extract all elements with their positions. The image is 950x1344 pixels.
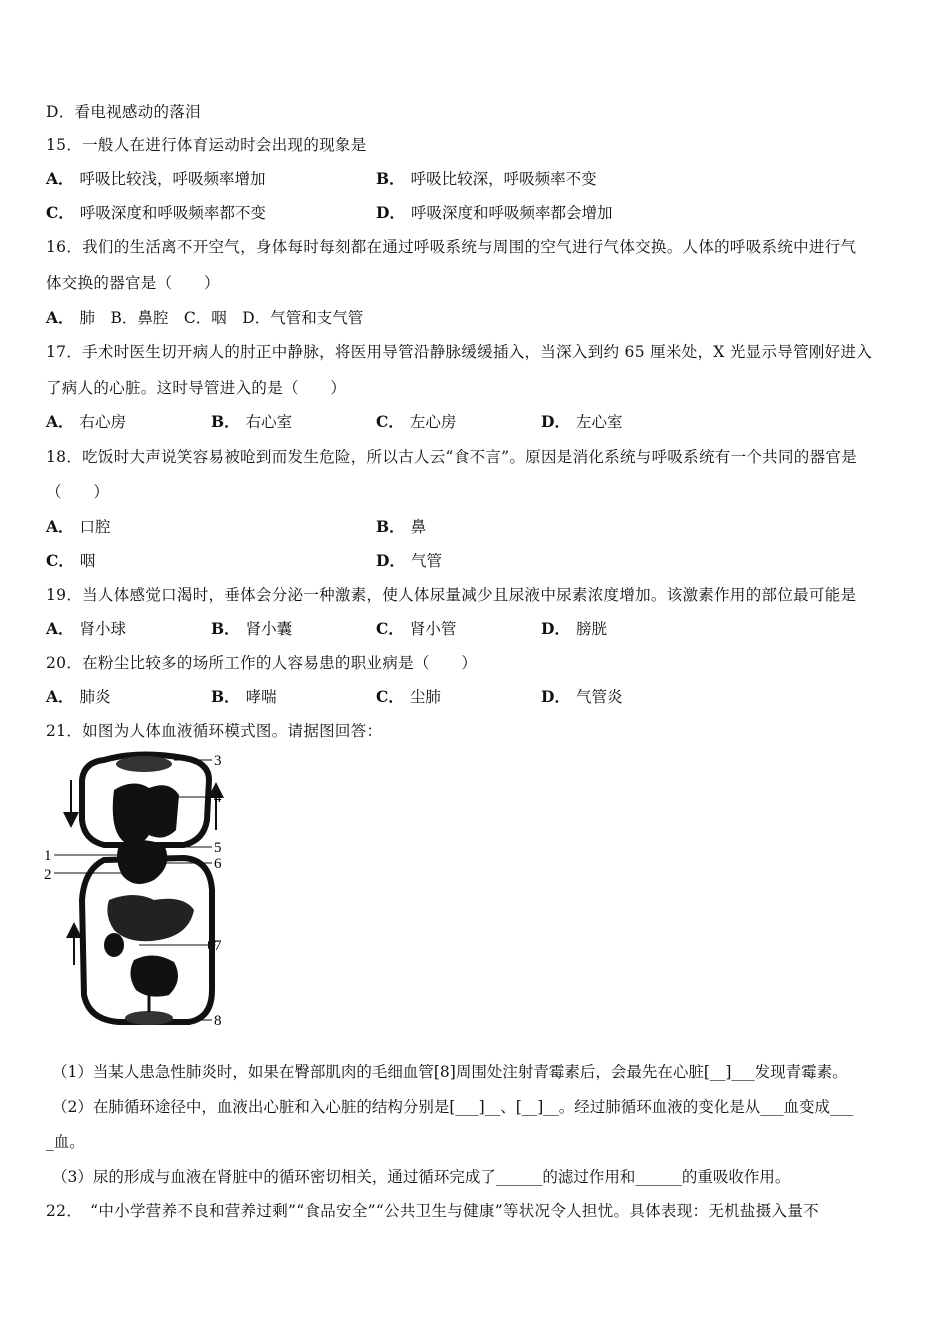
q20-option-b: [211, 686, 277, 708]
letter-a: A．: [46, 412, 74, 431]
letter-c: C．: [376, 619, 404, 638]
q19-option-d: [541, 618, 607, 640]
lungs-heart: [113, 783, 179, 844]
q20-option-c: [376, 686, 441, 708]
q18-c-text: 咽: [79, 552, 96, 570]
q21-sub3: （3）尿的形成与血液在肾脏中的循环密切相关，通过循环完成了______的滤过作用和______的重吸收作用。: [52, 1168, 791, 1186]
q18-stem-1: 18．吃饭时大声说笑容易被呛到而发生危险，所以古人云“食不言”。原因是消化系统与呼吸系统有一个共同的器官是: [46, 448, 857, 466]
q20-c-text: 尘肺: [409, 688, 441, 706]
q18-option-b: [376, 516, 426, 538]
letter-d: D．: [541, 687, 570, 706]
q19-stem: 19．当人体感觉口渴时，垂体会分泌一种激素，使人体尿量减少且尿液中尿素浓度增加。该激素作用的部位最可能是: [46, 586, 857, 604]
label-5: 5: [214, 840, 222, 856]
q15-option-a: [46, 168, 266, 190]
q20-option-a: [46, 686, 111, 708]
q21-sub2a: （2）在肺循环途径中，血液出心脏和入心脏的结构分别是[___]__、[__]__。经过肺循环血液的变化是从___血变成___: [52, 1098, 854, 1116]
q16-options-text: 肺 B．鼻腔 C．咽 D．气管和支气管: [79, 309, 364, 327]
q19-option-b: [211, 618, 292, 640]
letter-d: D．: [541, 619, 570, 638]
letter-c: C．: [46, 203, 74, 222]
q18-d-text: 气管: [410, 552, 442, 570]
letter-b: B．: [211, 687, 240, 706]
kidney: [104, 933, 124, 957]
q17-c-text: 左心房: [409, 413, 457, 431]
q20-a-text: 肺炎: [79, 688, 111, 706]
letter-b: B．: [211, 412, 240, 431]
label-6: 6: [214, 856, 222, 872]
lung-capillary: [116, 756, 172, 772]
q21-stem: 21．如图为人体血液循环模式图。请据图回答：: [46, 722, 383, 740]
q17-option-d: [541, 411, 622, 433]
letter-d: D．: [541, 412, 570, 431]
letter-a: A．: [46, 687, 74, 706]
q19-c-text: 肾小管: [409, 620, 457, 638]
q20-stem: 20．在粉尘比较多的场所工作的人容易患的职业病是（ ）: [46, 654, 478, 672]
heart: [117, 840, 167, 884]
q16-stem-1: 16．我们的生活离不开空气，身体每时每刻都在通过呼吸系统与周围的空气进行气体交换。人体的呼吸系统中进行气: [46, 238, 857, 256]
letter-c: C．: [376, 687, 404, 706]
q17-option-a: [46, 411, 126, 433]
letter-a: A．: [46, 517, 74, 536]
q15-stem: 15．一般人在进行体育运动时会出现的现象是: [46, 136, 367, 154]
letter-a: A．: [46, 308, 74, 327]
q18-stem-2: （ ）: [46, 483, 110, 501]
letter-c: C．: [46, 551, 74, 570]
letter-a: A．: [46, 619, 74, 638]
label-4: 4: [214, 790, 222, 806]
label-2: 2: [44, 867, 52, 883]
label-7: 7: [214, 938, 222, 954]
q18-option-c: [46, 550, 95, 572]
q19-b-text: 肾小囊: [245, 620, 293, 638]
q17-stem-1: 17．手术时医生切开病人的肘正中静脉，将医用导管沿静脉缓缓插入，当深入到约 65 厘米处，X 光显示导管刚好进入: [46, 343, 873, 361]
q21-sub2b: _血。: [46, 1133, 85, 1151]
q19-a-text: 肾小球: [79, 620, 127, 638]
q18-b-text: 鼻: [410, 518, 427, 536]
q16-stem-2: 体交换的器官是（ ）: [46, 274, 220, 292]
letter-c: C．: [376, 412, 404, 431]
q17-stem-2: 了病人的心脏。这时导管进入的是（ ）: [46, 379, 347, 397]
letter-d: D．: [376, 551, 405, 570]
intestine: [130, 955, 178, 996]
q16-options: [46, 307, 363, 329]
q15-option-b: [376, 168, 597, 190]
q15-d-text: 呼吸深度和呼吸频率都会增加: [410, 204, 613, 222]
q19-option-a: [46, 618, 126, 640]
blood-circulation-diagram: [44, 750, 234, 1035]
q18-a-text: 口腔: [79, 518, 111, 536]
liver-stomach: [107, 895, 194, 941]
q22-stem: 22． “中小学营养不良和营养过剩”“食品安全”“公共卫生与健康”等状况令人担忧。具体表现：无机盐摄入量不: [46, 1202, 819, 1220]
q17-b-text: 右心室: [245, 413, 293, 431]
q17-d-text: 左心室: [575, 413, 623, 431]
letter-b: B．: [211, 619, 240, 638]
letter-a: A．: [46, 169, 74, 188]
label-8: 8: [214, 1013, 222, 1029]
letter-d: D．: [376, 203, 405, 222]
q20-option-d: [541, 686, 622, 708]
letter-b: B．: [376, 169, 405, 188]
q15-c-text: 呼吸深度和呼吸频率都不变: [79, 204, 266, 222]
q19-d-text: 膀胱: [575, 620, 607, 638]
q18-option-a: [46, 516, 111, 538]
q15-b-text: 呼吸比较深，呼吸频率不变: [410, 170, 597, 188]
label-3: 3: [214, 753, 222, 769]
q18-option-d: [376, 550, 442, 572]
q17-a-text: 右心房: [79, 413, 127, 431]
q21-sub1: （1）当某人患急性肺炎时，如果在臀部肌肉的毛细血管[8]周围处注射青霉素后，会最先在心脏[__]___发现青霉素。: [52, 1063, 848, 1081]
body-capillary: [125, 1011, 173, 1025]
letter-b: B．: [376, 517, 405, 536]
q15-option-c: [46, 202, 266, 224]
q17-option-c: [376, 411, 456, 433]
q17-option-b: [211, 411, 292, 433]
q20-b-text: 哮喘: [245, 688, 277, 706]
label-1: 1: [44, 848, 52, 864]
q15-a-text: 呼吸比较浅，呼吸频率增加: [79, 170, 266, 188]
q19-option-c: [376, 618, 456, 640]
q14-option-d: D．看电视感动的落泪: [46, 103, 201, 121]
q20-d-text: 气管炎: [575, 688, 623, 706]
q15-option-d: [376, 202, 612, 224]
